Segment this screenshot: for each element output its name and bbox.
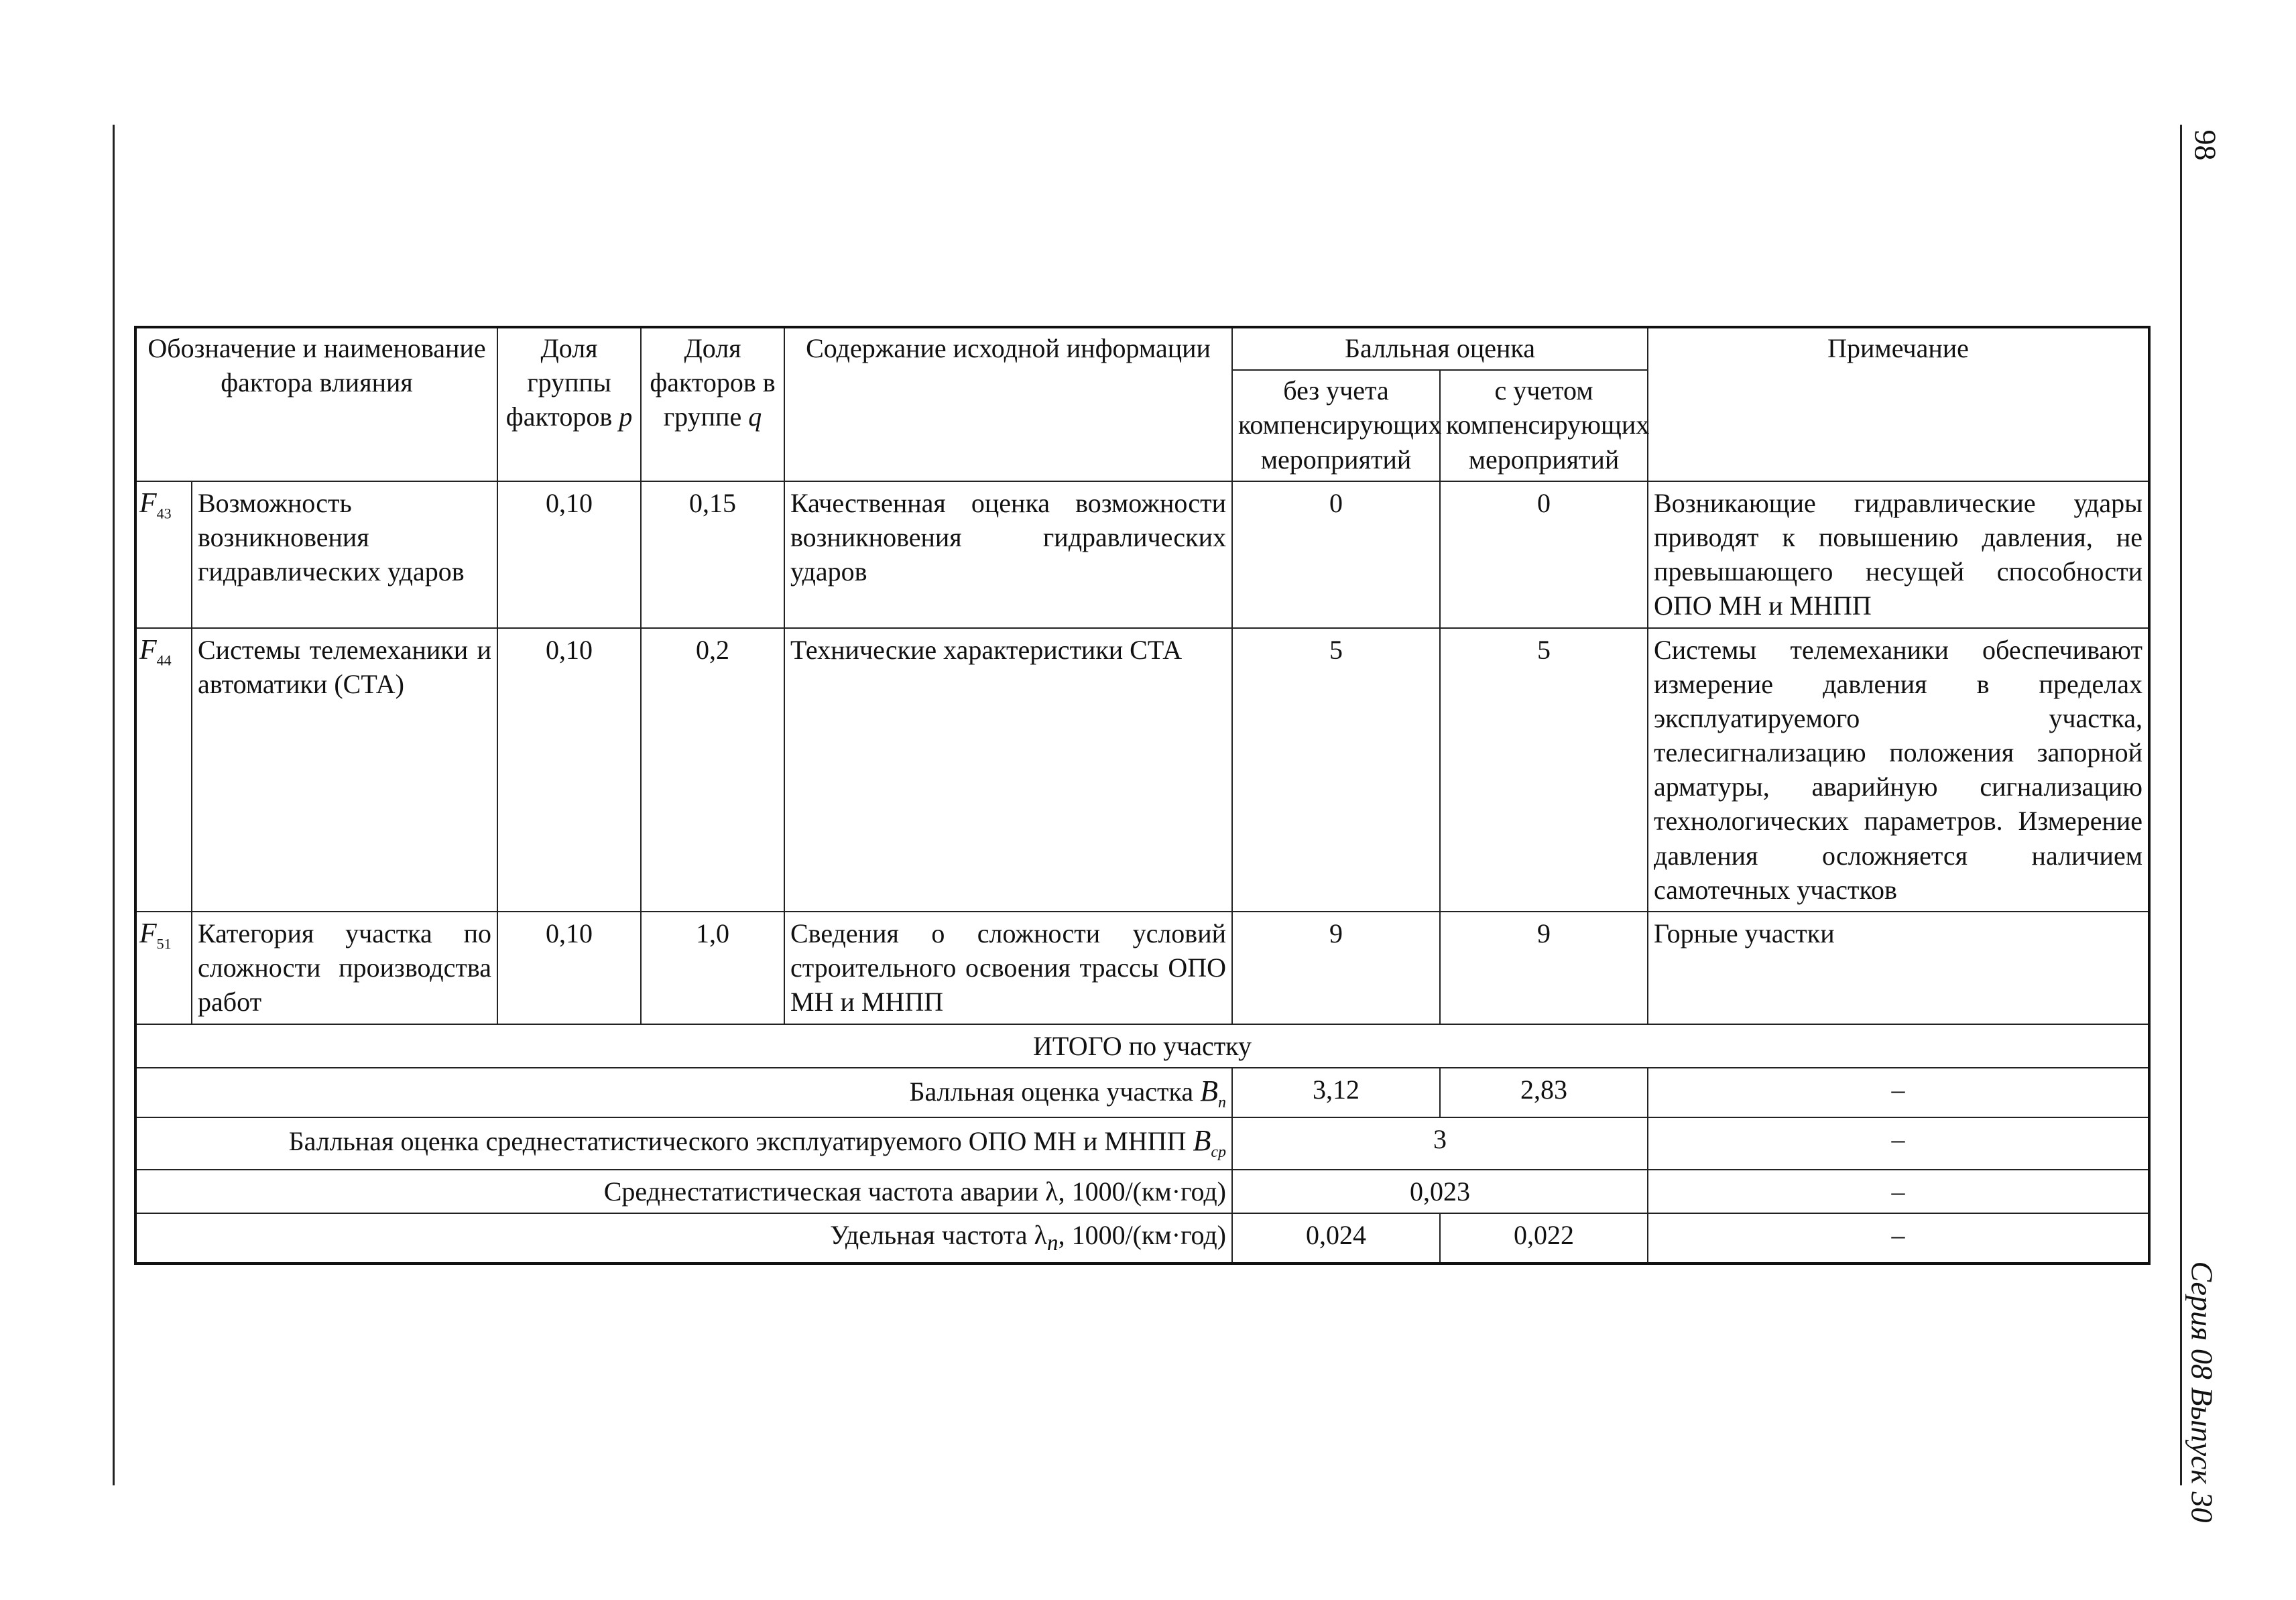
- series-label: Серия 08 Выпуск 30: [2185, 1261, 2220, 1523]
- factor-name: Категория участка по сложности производства работ: [192, 912, 497, 1024]
- content-text: Сведения о сложности условий строительного освоения трассы ОПО МН и МНПП: [784, 912, 1232, 1024]
- score-without-value: 9: [1232, 912, 1440, 1024]
- section-score-label: Балльная оценка участка $B_n$: [135, 1068, 1232, 1118]
- factor-share-value: 0,15: [641, 481, 784, 628]
- left-margin-line: [113, 125, 115, 1485]
- header-score-with: с учетом компенсирующих мероприятий: [1440, 370, 1648, 481]
- table-row: [135, 628, 2149, 912]
- spec-freq-with: 0,022: [1440, 1213, 1648, 1264]
- content-text: Технические характеристики СТА: [784, 628, 1232, 912]
- factor-name: Возможность возникновения гидравлических ударов: [192, 481, 497, 628]
- group-share-value: 0,10: [497, 912, 641, 1024]
- factor-code: $F_{43}$: [135, 481, 192, 628]
- header-factor-name: Обозначение и наименование фактора влияния: [135, 327, 497, 481]
- spec-freq-note: –: [1648, 1213, 2149, 1264]
- table-row: [135, 912, 2149, 1024]
- score-without-value: 0: [1232, 481, 1440, 628]
- factor-share-value: 1,0: [641, 912, 784, 1024]
- totals-title: ИТОГО по участку: [135, 1024, 2149, 1068]
- section-score-note: –: [1648, 1068, 2149, 1118]
- section-score-without: 3,12: [1232, 1068, 1440, 1118]
- avg-score-value: 3: [1232, 1117, 1648, 1170]
- score-with-value: 0: [1440, 481, 1648, 628]
- content-text: Качественная оценка возможности возникновения гидравлических ударов: [784, 481, 1232, 628]
- note-text: Горные участки: [1648, 912, 2149, 1024]
- score-with-value: 9: [1440, 912, 1648, 1024]
- header-group-share: Доля группы факторов p: [497, 327, 641, 481]
- header-score: Балльная оценка: [1232, 327, 1648, 370]
- score-without-value: 5: [1232, 628, 1440, 912]
- header-content: Содержание исходной информации: [784, 327, 1232, 481]
- header-note: Примечание: [1648, 327, 2149, 481]
- score-with-value: 5: [1440, 628, 1648, 912]
- avg-score-label: Балльная оценка среднестатистического эксплуатируемого ОПО МН и МНПП $B_{ср}$: [135, 1117, 1232, 1170]
- factor-code: $F_{51}$: [135, 912, 192, 1024]
- factor-table: [134, 326, 2151, 1265]
- group-share-value: 0,10: [497, 628, 641, 912]
- right-margin-line: [2180, 125, 2182, 1485]
- avg-score-note: –: [1648, 1117, 2149, 1170]
- group-share-value: 0,10: [497, 481, 641, 628]
- avg-freq-value: 0,023: [1232, 1170, 1648, 1213]
- table-row: [135, 481, 2149, 628]
- factor-name: Системы телемеханики и автоматики (СТА): [192, 628, 497, 912]
- note-text: Возникающие гидравлические удары приводят к повышению давления, не превышающего несущей способности ОПО МН и МНПП: [1648, 481, 2149, 628]
- section-score-with: 2,83: [1440, 1068, 1648, 1118]
- header-score-without: без учета компенсирующих мероприятий: [1232, 370, 1440, 481]
- note-text: Системы телемеханики обеспечивают измерение давления в пределах эксплуатируемого участка, телесигнализацию положения запорной арматуры, аварийную сигнализацию технологических параметров. Измерение давления осложняется наличием самотечных участков: [1648, 628, 2149, 912]
- factor-share-value: 0,2: [641, 628, 784, 912]
- avg-freq-label: Среднестатистическая частота аварии λ, 1000/(км·год): [135, 1170, 1232, 1213]
- avg-freq-note: –: [1648, 1170, 2149, 1213]
- page-number: 98: [2188, 129, 2223, 161]
- factor-code: $F_{44}$: [135, 628, 192, 912]
- header-factor-share: Доля факторов в группе q: [641, 327, 784, 481]
- spec-freq-label: Удельная частота $\lambda_n$, 1000/(км·год): [135, 1213, 1232, 1264]
- spec-freq-without: 0,024: [1232, 1213, 1440, 1264]
